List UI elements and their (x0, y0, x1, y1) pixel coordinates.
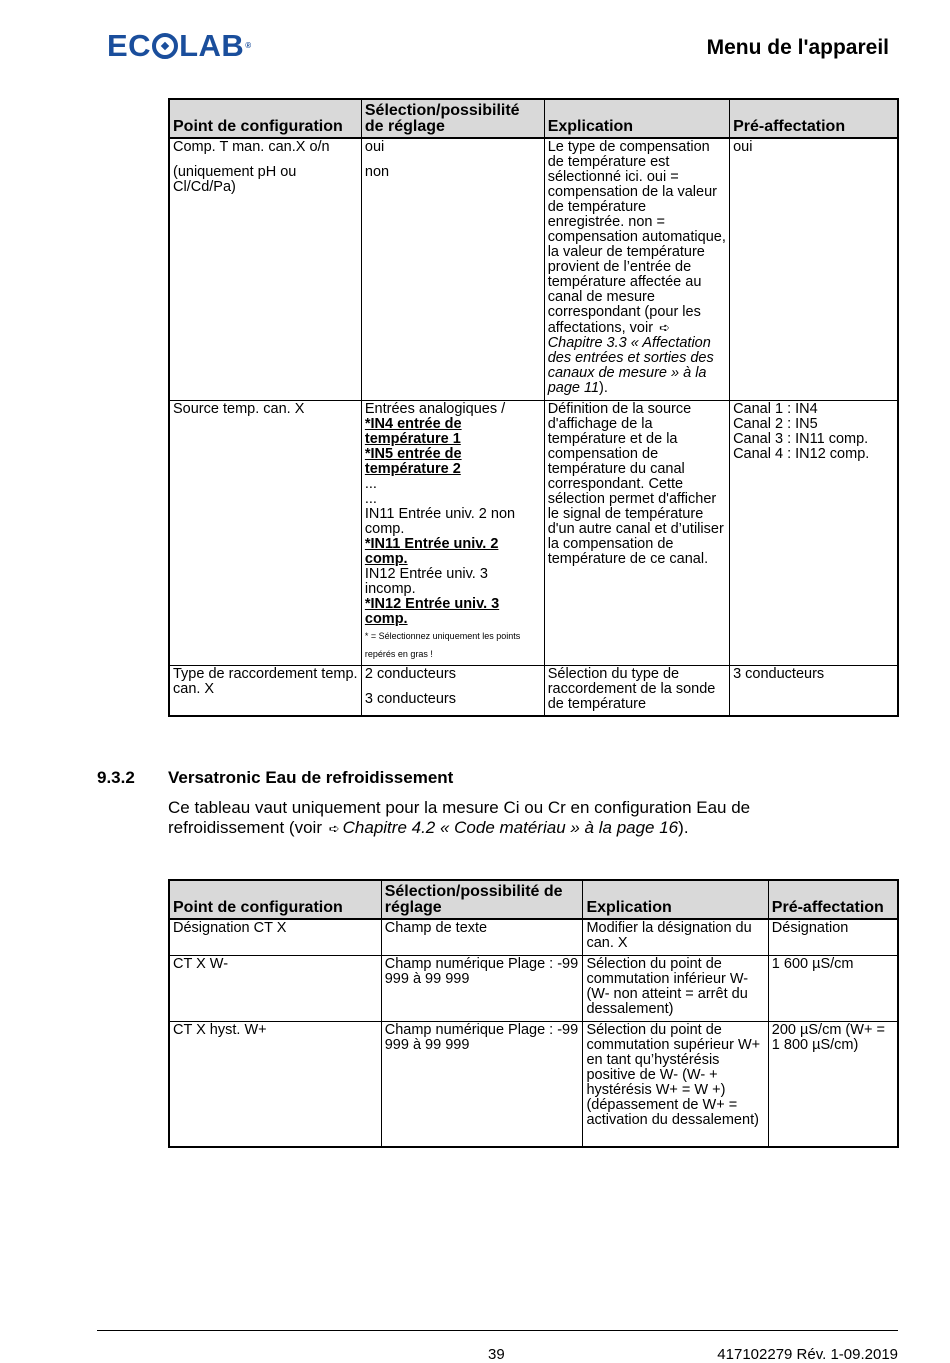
chapter-link[interactable]: Chapitre 4.2 « Code matériau » à la page 16 (342, 818, 679, 837)
cell-point: Désignation CT X (169, 919, 381, 955)
table-header-row (169, 99, 898, 138)
config-table-2 (168, 879, 899, 1148)
cell-text: non (364, 164, 390, 180)
table-row (169, 1021, 898, 1147)
cell-point: CT X W- (169, 955, 381, 1021)
cell-text: Canal 3 : IN11 comp. (733, 430, 869, 447)
col-header-preaffectation: Pré-affectation (768, 880, 898, 919)
cell-text: ... (364, 490, 377, 507)
cell-explication: Sélection du point de commutation supérieur W+ en tant qu’hystérésis positive de W- (W- + hystérésis W+ = W +) (dépassement de W+ = activation du dessalement) (583, 1021, 768, 1147)
col-header-selection: Sélection/possibilité de réglage (381, 880, 583, 919)
col-header-explication: Explication (544, 99, 729, 138)
cell-explication (544, 138, 729, 400)
cell-point: Type de raccordement temp. can. X (169, 665, 361, 716)
cell-explication: Modifier la désignation du can. X (583, 919, 768, 955)
cell-preaffectation: 1 600 µS/cm (768, 955, 898, 1021)
cell-text: 2 conducteurs (364, 665, 456, 682)
logo-star-icon (152, 33, 178, 59)
page-header-title: Menu de l'appareil (706, 36, 889, 59)
cell-preaffectation: oui (730, 138, 898, 400)
intro-text: Ce tableau vaut uniquement pour la mesure Ci ou Cr en configuration Eau de refroidissement (voir (168, 798, 751, 837)
reference-arrow-icon: ➪ (659, 320, 670, 335)
cell-selection (361, 138, 544, 400)
logo-wordmark: EC LAB ® (107, 28, 252, 63)
cell-text: oui (364, 139, 385, 155)
table-row (169, 955, 898, 1021)
cell-preaffectation (730, 400, 898, 665)
intro-text: ). (678, 818, 689, 837)
cell-text: *IN4 entrée de température 1 (364, 415, 462, 447)
reference-arrow-icon: ➪ (328, 821, 340, 836)
table-row (169, 919, 898, 955)
table-row (169, 665, 898, 716)
cell-text: (uniquement pH ou Cl/Cd/Pa) (173, 164, 297, 195)
cell-explication: Sélection du type de raccordement de la sonde de température (544, 665, 729, 716)
cell-text: 3 conducteurs (364, 690, 456, 707)
ecolab-logo (107, 30, 252, 62)
cell-text: Le type de compensation de température est sélectionné ici. oui = compensation de la valeur de température enregistrée. non = compensation automatique, la valeur de température provient de l’entrée de température affectée au canal de mesure correspondant (pour les affectations, voir (547, 139, 726, 336)
cell-text: *IN5 entrée de température 2 (364, 445, 462, 477)
cell-selection (361, 400, 544, 665)
cell-text: IN11 Entrée univ. 2 non comp. (364, 505, 516, 537)
col-header-point: Point de configuration (169, 99, 361, 138)
cell-text: Entrées analogiques / (364, 400, 506, 417)
cell-preaffectation: Désignation (768, 919, 898, 955)
cell-point: Source temp. can. X (169, 400, 361, 665)
page-number: 39 (488, 1346, 505, 1363)
cell-text: ). (599, 380, 608, 396)
cell-preaffectation: 200 µS/cm (W+ = 1 800 µS/cm) (768, 1021, 898, 1147)
cell-preaffectation: 3 conducteurs (730, 665, 898, 716)
cell-explication: Sélection du point de commutation inférieur W- (W- non atteint = arrêt du dessalement) (583, 955, 768, 1021)
table-row (169, 138, 898, 400)
cell-point: CT X hyst. W+ (169, 1021, 381, 1147)
cell-text: *IN11 Entrée univ. 2 comp. (364, 535, 499, 567)
cell-text: *IN12 Entrée univ. 3 comp. (364, 595, 500, 627)
cell-text: Canal 2 : IN5 (733, 415, 818, 432)
cell-text: Canal 4 : IN12 comp. (733, 445, 870, 462)
cell-text: ... (364, 475, 377, 492)
cell-explication: Définition de la source d'affichage de la température et de la compensation de température du canal correspondant. Cette sélection permet d'afficher le signal de température d'un autre canal et d’utiliser la compensation de température de ce canal. (544, 400, 729, 665)
footnote: * = Sélectionnez uniquement les points repérés en gras ! (364, 630, 521, 659)
table-header-row (169, 880, 898, 919)
cell-text: Comp. T man. can.X o/n (173, 139, 330, 155)
cell-selection: Champ numérique Plage : -99 999 à 99 999 (381, 1021, 583, 1147)
chapter-link[interactable]: Chapitre 3.3 « Affectation des entrées et sorties des canaux de mesure » à la page 11 (547, 335, 714, 396)
col-header-selection: Sélection/possibilité de réglage (361, 99, 544, 138)
col-header-explication: Explication (583, 880, 768, 919)
col-header-preaffectation: Pré-affectation (730, 99, 898, 138)
cell-text: Canal 1 : IN4 (733, 400, 818, 417)
footer-divider (97, 1330, 898, 1331)
config-table-1 (168, 98, 899, 717)
cell-text: IN12 Entrée univ. 3 incomp. (364, 565, 488, 597)
cell-point (169, 138, 361, 400)
cell-selection (361, 665, 544, 716)
cell-selection: Champ numérique Plage : -99 999 à 99 999 (381, 955, 583, 1021)
section-number: 9.3.2 (97, 768, 135, 787)
section-title: Versatronic Eau de refroidissement (168, 768, 454, 787)
table-row (169, 400, 898, 665)
cell-selection: Champ de texte (381, 919, 583, 955)
section-intro (168, 798, 818, 839)
document-reference: 417102279 Rév. 1-09.2019 (717, 1346, 898, 1363)
col-header-point: Point de configuration (169, 880, 381, 919)
